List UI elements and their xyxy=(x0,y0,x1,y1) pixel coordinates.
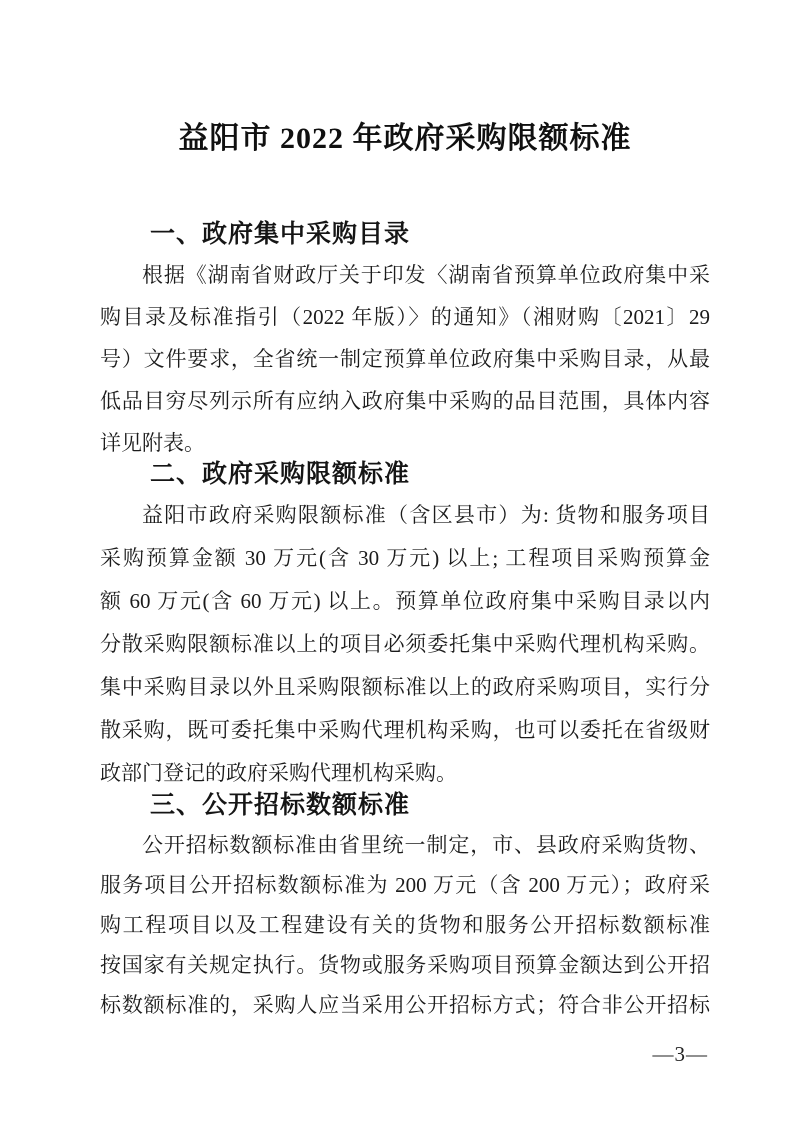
text-line: 服务项目公开招标数额标准为 200 万元（含 200 万元）；政府采 xyxy=(100,873,710,897)
text-line: 政部门登记的政府采购代理机构采购。 xyxy=(100,761,457,785)
document-title: 益阳市 2022 年政府采购限额标准 xyxy=(178,122,632,155)
text-line: 购工程项目以及工程建设有关的货物和服务公开招标数额标准 xyxy=(100,913,710,937)
paragraph xyxy=(100,825,710,1025)
section xyxy=(100,785,710,1025)
page-number: —3— xyxy=(652,1042,708,1066)
text-line: 根据《湖南省财政厅关于印发〈湖南省预算单位政府集中采 xyxy=(142,263,710,287)
text-line: 额 60 万元(含 60 万元) 以上。预算单位政府集中采购目录以内 xyxy=(100,589,710,613)
text-line: 散采购，既可委托集中采购代理机构采购，也可以委托在省级财 xyxy=(100,718,710,742)
text-line: 标数额标准的，采购人应当采用公开招标方式；符合非公开招标 xyxy=(100,993,710,1017)
text-line: 益阳市政府采购限额标准（含区县市）为: 货物和服务项目 xyxy=(142,503,710,527)
paragraph xyxy=(100,254,710,464)
document-content xyxy=(100,116,710,1025)
text-line: 按国家有关规定执行。货物或服务采购项目预算金额达到公开招 xyxy=(100,953,710,977)
section xyxy=(100,214,710,464)
text-line: 详见附表。 xyxy=(100,431,205,455)
text-line: 低品目穷尽列示所有应纳入政府集中采购的品目范围，具体内容 xyxy=(100,389,710,413)
text-line: 购目录及标准指引（2022 年版）〉的通知》（湘财购〔2021〕29 xyxy=(100,305,710,329)
section xyxy=(100,454,710,795)
text-line: 分散采购限额标准以上的项目必须委托集中采购代理机构采购。 xyxy=(100,632,710,656)
text-line: 集中采购目录以外且采购限额标准以上的政府采购项目，实行分 xyxy=(100,675,710,699)
document-sections xyxy=(100,214,710,1025)
section-heading: 一、政府集中采购目录 xyxy=(150,220,411,248)
text-line: 号）文件要求，全省统一制定预算单位政府集中采购目录，从最 xyxy=(100,347,710,371)
text-line: 采购预算金额 30 万元(含 30 万元) 以上; 工程项目采购预算金 xyxy=(100,546,710,570)
section-heading: 二、政府采购限额标准 xyxy=(150,460,411,488)
section-heading: 三、公开招标数额标准 xyxy=(150,791,411,819)
text-line: 公开招标数额标准由省里统一制定，市、县政府采购货物、 xyxy=(142,833,710,857)
paragraph xyxy=(100,494,710,795)
